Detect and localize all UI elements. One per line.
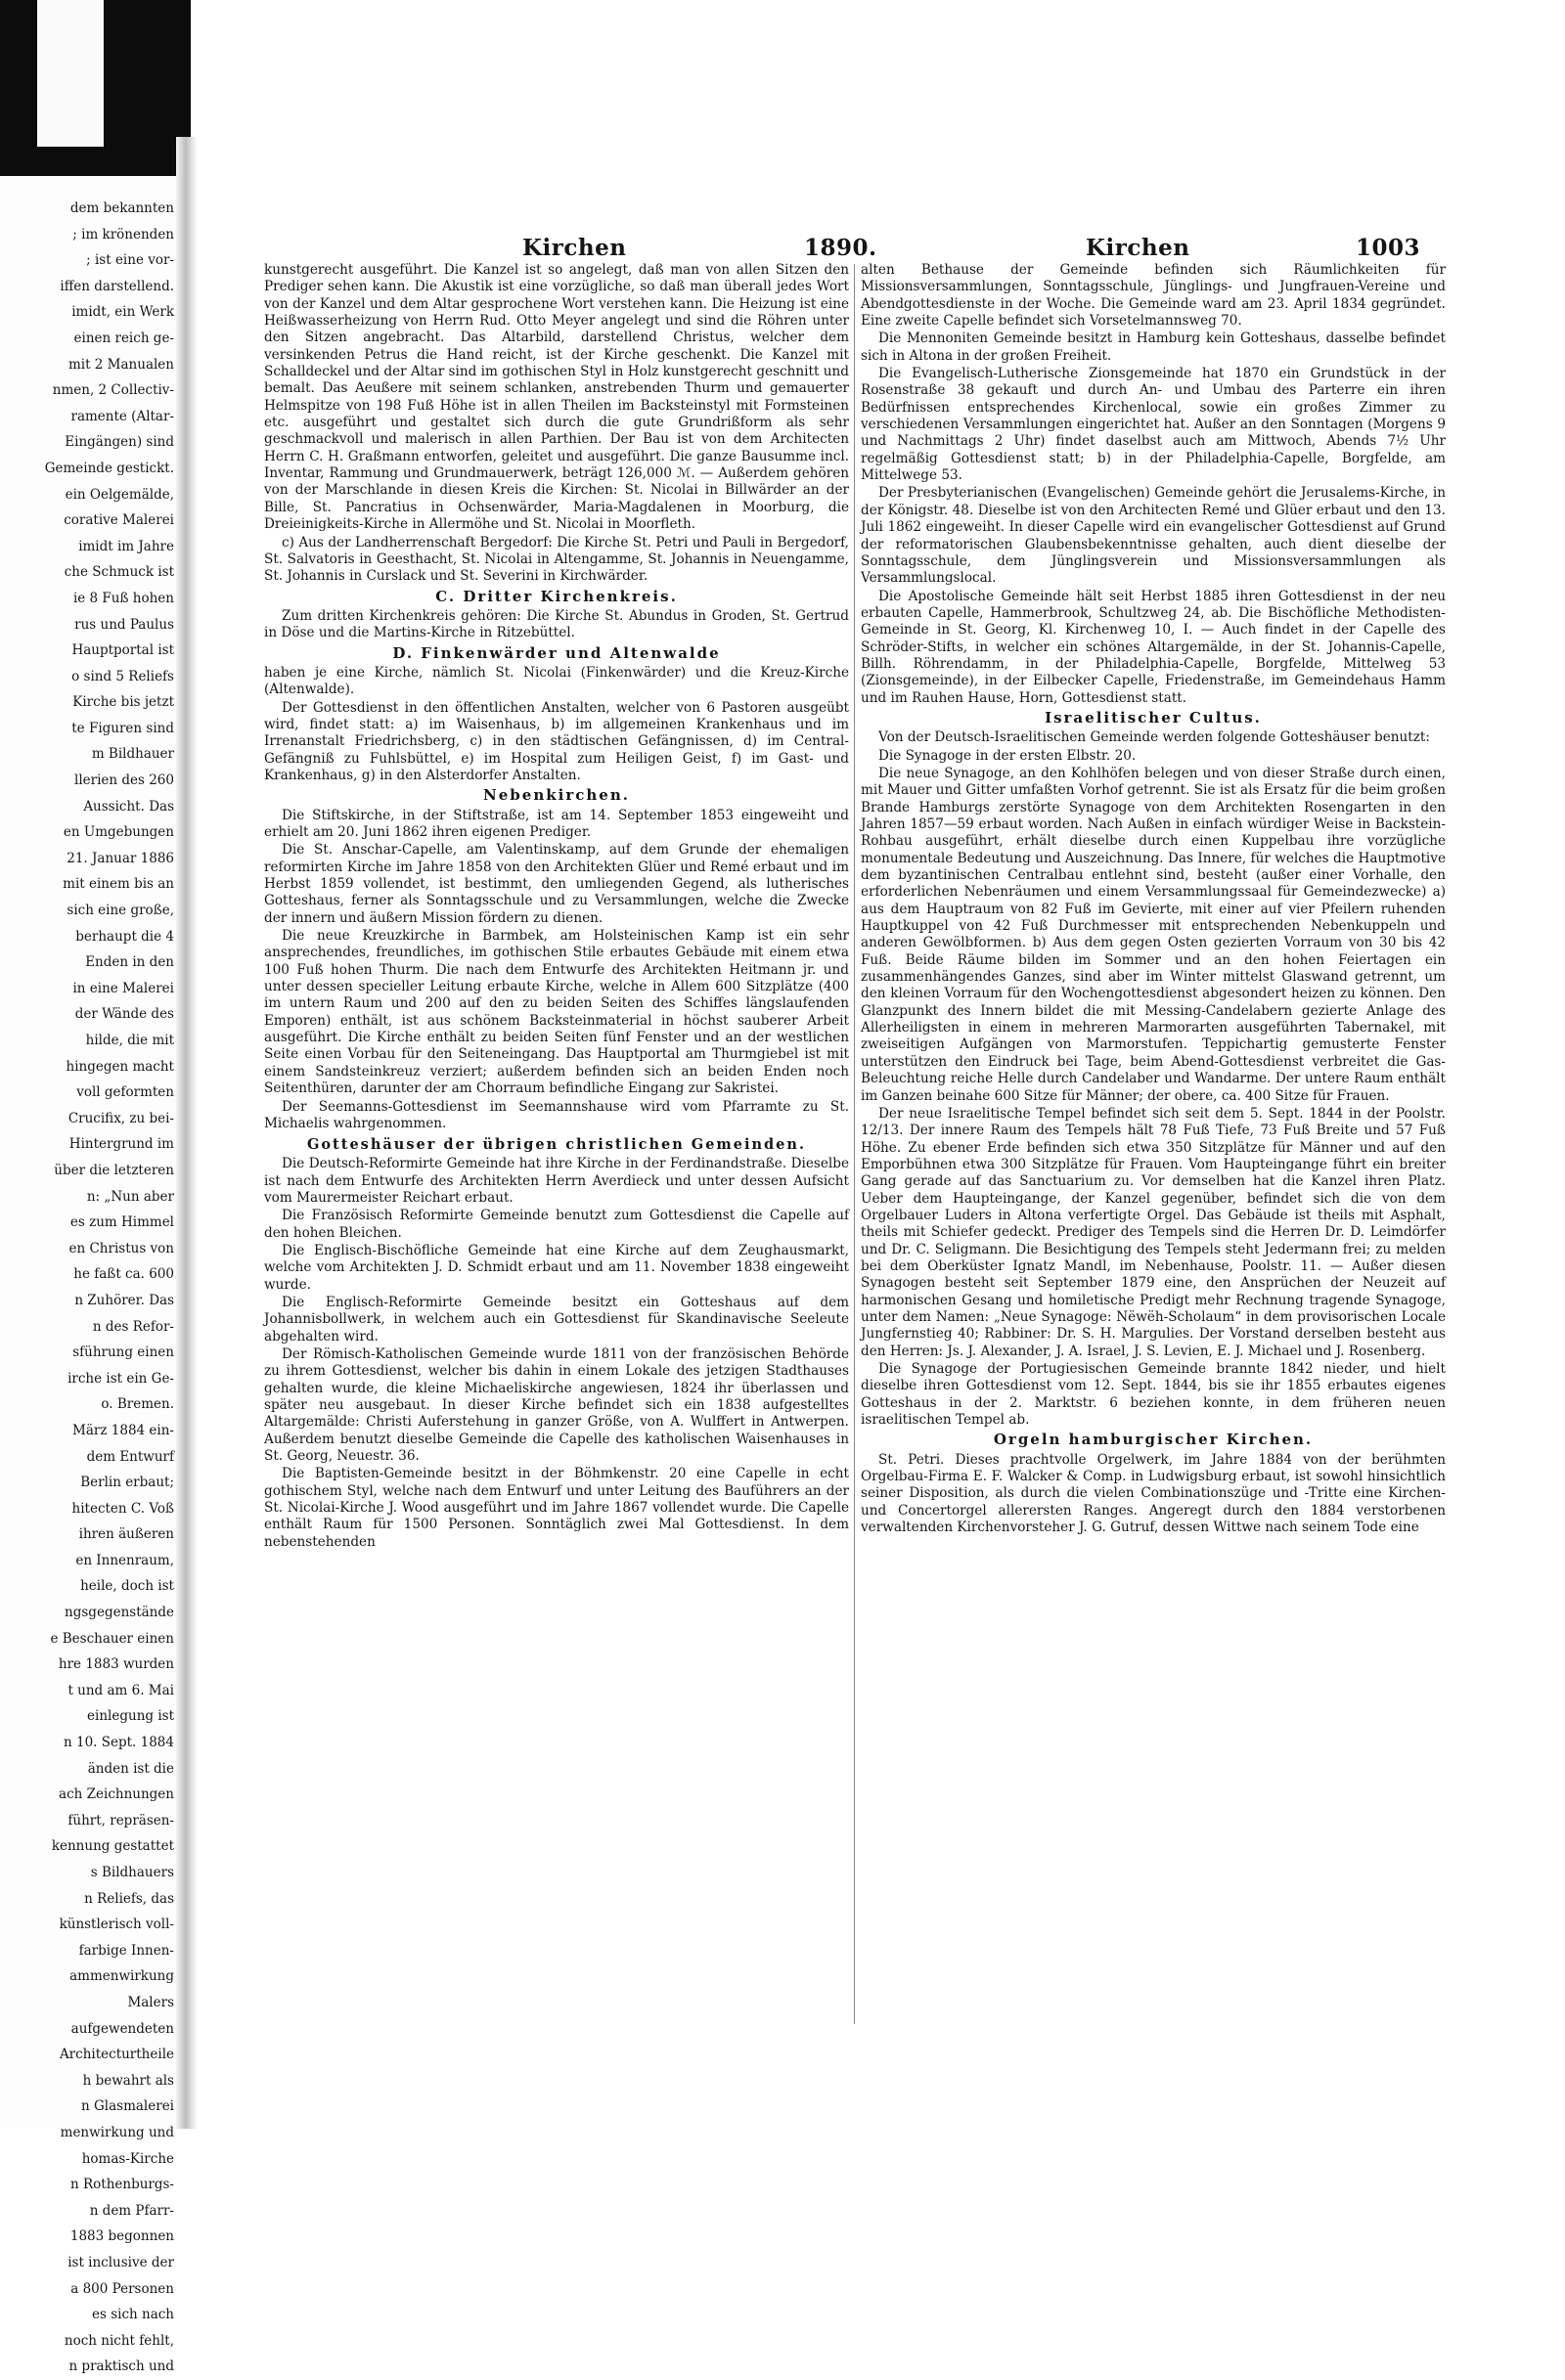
left-paragraph-5: Der Gottesdienst in den öffentlichen Anstalten, welcher von 6 Pastoren ausgeübt wird, findet statt: a) im Waisenhaus, b) im allgemeinen Krankenhaus und im Irrenanstalt Friedrichsberg, c) in den städtischen Gefängnissen, d) im Central-Gefängniß zu Fuhlsbüttel, e) im Hospital zum Heiligen Geist, f) im Gast- und Krankenhaus, g) in den Alsterdorfer Anstalten. [264, 699, 849, 783]
previous-page-line: rus und Paulus [74, 616, 174, 633]
previous-page-line: m Bildhauer [91, 746, 174, 763]
previous-page-line: o sind 5 Reliefs [71, 668, 174, 684]
left-paragraph-14: Der Römisch-Katholischen Gemeinde wurde 1811 von der französischen Behörde zu ihrem Gottesdienst, welcher bis dahin in einem Lokale des jetzigen Stadthauses gehalten wurde, die kleine Michaeliskirche angewiesen, 1824 ihr überlassen und später neu ausgebaut. In dieser Kirche befindet sich ein 1838 aufgestelltes Altargemälde: Christi Auferstehung in ganzer Größe, von A. Wulffert in Antwerpen. Außerdem benutzt dieselbe Gemeinde die Capelle des katholischen Waisenhauses in St. Georg, Neuestr. 36. [264, 1345, 849, 1465]
right-paragraph-5: Die Apostolische Gemeinde hält seit Herbst 1885 ihren Gottesdienst in der neu erbauten Capelle, Hammerbrook, Schultzweg 24, ab. Die Bischöfliche Methodisten-Gemeinde in St. Georg, Kl. Kirchenweg 10, I. — Auch findet in der Capelle des Schröder-Stifts, in welcher ein schönes Altargemälde, in der St. Johannis-Capelle, Billh. Röhrendamm, in der Philadelphia-Capelle, Borgfelde, Mittelweg 53 (Zionsgemeinde), in der Eilbecker Capelle, Friedenstraße, im Gemeindehaus Hamm und im Rauhen Hause, Horn, Gottesdienst statt. [861, 588, 1446, 706]
previous-page-line: n des Refor- [92, 1318, 174, 1335]
previous-page-line: e Beschauer einen [50, 1630, 174, 1647]
column-rule [854, 264, 855, 2024]
previous-page-line: Berlin erbaut; [80, 1475, 174, 1491]
section-heading-nebenkirchen: Nebenkirchen. [483, 786, 630, 805]
previous-page-line: der Wände des [74, 1006, 174, 1023]
previous-page-line: kennung gestattet [51, 1838, 174, 1855]
left-paragraph-2: c) Aus der Landherrenschaft Bergedorf: Die Kirche St. Petri und Pauli in Bergedorf, St. Salvatoris in Geesthacht, St. Nicolai in Altengamme, St. Johannis in Neuengamme, St. Johannis in Curslack und St. Severini in Kirchwärder. [264, 534, 849, 585]
previous-page-line: hilde, die mit [85, 1033, 174, 1048]
previous-page-line: farbige Innen- [78, 1942, 174, 1959]
previous-page-line: einen reich ge- [73, 330, 174, 346]
previous-page-line: n Reliefs, das [84, 1890, 174, 1907]
previous-page-fragment [0, 176, 178, 2375]
page-edge-tab [37, 0, 104, 147]
left-paragraph-1: kunstgerecht ausgeführt. Die Kanzel ist so angelegt, daß man von allen Sitzen den Prediger sehen kann. Die Akustik ist eine vorzügliche, so daß man überall jedes Wort von der Kanzel und dem Altar gesprochene Wort verstehen kann. Die Heizung ist eine Heißwasserheizung von Herrn Rud. Otto Meyer angelegt und sind die Röhren unter den Sitzen angebracht. Das Altarbild, darstellend Christus, welcher dem versinkenden Petrus die Hand reicht, ist der Kirche geschenkt. Die Kanzel mit Schalldeckel und der Altar sind im gothischen Styl in Holz kunstgerecht geschnitt und bemalt. Das Aeußere mit seinem schlanken, anstrebenden Thurm und gemauerter Helmspitze von 198 Fuß Höhe ist in allen Theilen im Backsteinstyl mit Formsteinen etc. ausgeführt und gestaltet sich durch die gute Grundrißform als sehr geschmackvoll und malerisch in allen Parthien. Der Bau ist von dem Architecten Herrn C. H. Graßmann entworfen, geleitet und ausgeführt. Die ganze Bausumme incl. Inventar, Rammung und Grundmauerwerk, beträgt 126,000 ℳ. — Außerdem gehören von der Marschlande in diesen Kreis die Kirchen: St. Nicolai in Billwärder an der Bille, St. Pancratius in Ochsenwärder, Maria-Magdalenen in Moorburg, die Dreieinigkeits-Kirche in Allermöhe und St. Nicolai in Moorfleth. [264, 262, 849, 533]
previous-page-line: menwirkung und [60, 2124, 174, 2140]
section-heading-d: D. Finkenwärder und Altenwalde [392, 643, 721, 662]
previous-page-line: berhaupt die 4 [75, 928, 174, 945]
left-paragraph-11: Die Französisch Reformirte Gemeinde benutzt zum Gottesdienst die Capelle auf den hohen Bleichen. [264, 1208, 849, 1241]
left-paragraph-7: Die St. Anschar-Capelle, am Valentinskamp, auf dem Grunde der ehemaligen reformirten Kirche im Jahre 1858 von den Architekten Glüer und Remé erbaut und im Herbst 1859 vollendet, ist bestimmt, den umliegenden Gegend, als lutherisches Gotteshaus, ferner als Sonntagsschule und zu Versammlungen, welche die Zwecke der innern und äußern Mission fördern zu dienen. [264, 842, 849, 926]
right-paragraph-8: Die neue Synagoge, an den Kohlhöfen belegen und von dieser Straße durch einen, mit Mauer und Gitter umfaßten Vorhof getrennt. Sie ist als Ersatz für die beim großen Brande Hamburgs zerstörte Synagoge von dem Architekten Rosengarten in den Jahren 1857—59 erbaut worden. Nach Außen in einfach würdiger Weise in Backstein-Rohbau ausgeführt, erhält dieselbe durch einen Kuppelbau ihre vorzügliche monumentale Bedeutung und Auszeichnung. Das Innere, für welches die Hauptmotive dem byzantinischen Centralbau entlehnt sind, besteht (außer einer Vorhalle, den erforderlichen Nebenräumen und einem Versammlungssaal für Gemeindezwecke) a) aus dem Hauptraum von 82 Fuß im Gevierte, mit einer auf vier Pfeilern ruhenden Hauptkuppel von 42 Fuß Durchmesser mit entsprechenden Nebenkuppeln und anderen Gewölbformen. b) Aus dem gegen Osten gezierten Vorraum von 30 bis 42 Fuß. Beide Räume bilden im Sommer und an den hohen Feiertagen ein zusammenhängendes Ganzes, sind aber im Winter mittelst Glaswand getrennt, um den kleinen Vorraum für den Wochengottesdienst abgesondert heizen zu können. Den Glanzpunkt des Innern bildet die mit Messing-Candelabern gezierte Anlage des Allerheiligsten in einem in mehreren Marmorarten ausgeführten Tabernakel, mit zweiseitigen Aufgängen von Marmorstufen. Teppichartig gemusterte Fenster unterstützen den Eindruck bei Tage, beim Abend-Gottesdienst verbreitet die Gas-Beleuchtung reiche Helle durch Candelaber und Wandarme. Der untere Raum enthält im Ganzen beinahe 600 Sitze für Männer; der obere, ca. 400 Sitze für Frauen. [861, 765, 1446, 1104]
previous-page-line: ihren äußeren [78, 1526, 174, 1543]
previous-page-line: llerien des 260 [74, 772, 174, 789]
previous-page-line: 1883 begonnen [69, 2228, 174, 2245]
previous-page-line: hre 1883 wurden [58, 1656, 174, 1673]
previous-page-line: dem Entwurf [86, 1448, 174, 1465]
previous-page-line: mit 2 Manualen [67, 356, 174, 373]
left-paragraph-10: Die Deutsch-Reformirte Gemeinde hat ihre Kirche in der Ferdinandstraße. Dieselbe ist nach dem Entwurfe des Architekten Herrn Averdieck und unter dessen Aufsicht vom Maurermeister Reichart erbaut. [264, 1156, 849, 1206]
left-paragraph-15: Die Baptisten-Gemeinde besitzt in der Böhmkenstr. 20 eine Capelle in echt gothischem Styl, welche nach dem Entwurf und unter Leitung des Bauführers an der St. Nicolai-Kirche J. Wood ausgeführt und im Jahre 1867 vollendet wurde. Die Capelle enthält Raum für 1500 Personen. Sonntäglich zwei Mal Gottesdienst. In dem nebenstehenden [264, 1466, 849, 1550]
section-heading-orgeln: Orgeln hamburgischer Kirchen. [993, 1431, 1314, 1449]
right-column [861, 262, 1446, 1537]
previous-page-line: ein Oelgemälde, [65, 486, 174, 503]
previous-page-line: en Umgebungen [63, 824, 174, 841]
left-paragraph-9: Der Seemanns-Gottesdienst im Seemannshause wird vom Pfarramte zu St. Michaelis wahrgenommen. [264, 1098, 849, 1131]
left-paragraph-6: Die Stiftskirche, in der Stiftstraße, ist am 14. September 1853 eingeweiht und erhielt am 20. Juni 1862 ihren eigenen Prediger. [264, 807, 849, 840]
left-paragraph-3: Zum dritten Kirchenkreis gehören: Die Kirche St. Abundus in Groden, St. Gertrud in Döse und die Martins-Kirche in Ritzebüttel. [264, 607, 849, 641]
previous-page-line: aufgewendeten [70, 2020, 174, 2037]
previous-page-line: ammenwirkung [69, 1968, 174, 1985]
previous-page-line: Hintergrund im [68, 1136, 174, 1153]
right-paragraph-9: Der neue Israelitische Tempel befindet sich seit dem 5. Sept. 1844 in der Poolstr. 12/13. Der innere Raum des Tempels hält 78 Fuß Tiefe, 73 Fuß Breite und 57 Fuß Höhe. Zu ebener Erde befinden sich etwa 350 Sitzplätze für Männer und auf den Emporbühnen etwa 300 Sitzplätze für Frauen. Vom Haupteingange führt ein breiter Gang gerade auf das Sanctuarium zu. Vor demselben hat die Kanzel ihren Platz. Ueber dem Haupteingange, der Kanzel gegenüber, befindet sich die von dem Orgelbauer Luders in Altona verfertigte Orgel. Das Gebäude ist theils mit Asphalt, theils mit Schiefer gedeckt. Prediger des Tempels sind die Herren Dr. D. Leimdörfer und Dr. C. Seligmann. Die Besichtigung des Tempels steht Jedermann frei; zu melden bei dem Oberküster Ignatz Mandl, im Nebenhause, Poolstr. 11. — Außer diesen Synagogen besteht seit September 1879 eine, den Ansprüchen der Neuzeit auf harmonischen Gesang und homiletische Predigt mehr Rechnung tragende Synagoge, unter dem Namen: „Neue Synagoge: Nëwëh-Scholaum“ in dem provisorischen Locale Jungfernstieg 40; Rabbiner: Dr. S. H. Margulies. Der Vorstand derselben besteht aus den Herren: Js. J. Alexander, J. A. Israel, J. S. Levien, E. J. Michael und J. Rosenberg. [861, 1105, 1446, 1359]
previous-page-line: che Schmuck ist [64, 564, 174, 581]
previous-page-line: Crucifix, zu bei- [67, 1110, 174, 1126]
left-paragraph-4: haben je eine Kirche, nämlich St. Nicolai (Finkenwärder) und die Kreuz-Kirche (Altenwalde). [264, 664, 849, 698]
previous-page-line: a 800 Personen [70, 2280, 174, 2297]
right-paragraph-1: alten Bethause der Gemeinde befinden sich Räumlichkeiten für Missionsversammlungen, Sonntagsschule, Jünglings- und Jungfrauen-Vereine und Abendgottesdienste in der Woche. Die Gemeinde ward am 23. April 1834 gegründet. Eine zweite Capelle befindet sich Vorsetelmannsweg 70. [861, 262, 1446, 330]
left-paragraph-12: Die Englisch-Bischöfliche Gemeinde hat eine Kirche auf dem Zeughausmarkt, welche vom Architekten J. D. Schmidt erbaut und am 11. November 1838 eingeweiht wurde. [264, 1242, 849, 1293]
running-head-right: Kirchen [1086, 235, 1190, 261]
previous-page-line: es sich nach [92, 2307, 174, 2323]
previous-page-line: voll geformten [76, 1084, 174, 1101]
previous-page-line: imidt im Jahre [78, 538, 174, 554]
previous-page-line: ist inclusive der [67, 2254, 174, 2270]
previous-page-line: ach Zeichnungen [59, 1786, 174, 1803]
previous-page-line: es zum Himmel [69, 1214, 174, 1231]
running-head-year: 1890. [804, 235, 877, 261]
right-paragraph-2: Die Mennoniten Gemeinde besitzt in Hamburg kein Gotteshaus, dasselbe befindet sich in Altona in der großen Freiheit. [861, 331, 1446, 364]
previous-page-line: h bewahrt als [82, 2072, 174, 2089]
page-1003 [200, 147, 1565, 2129]
previous-page-line: corative Malerei [64, 512, 174, 529]
running-head-left: Kirchen [522, 235, 627, 261]
previous-page-line: führt, repräsen- [67, 1812, 174, 1829]
previous-page-line: ramente (Altar- [70, 408, 174, 424]
previous-page-line: Malers [127, 1994, 174, 2010]
previous-page-line: nmen, 2 Collectiv- [52, 382, 174, 399]
previous-page-line: Aussicht. Das [83, 798, 174, 815]
previous-page-line: iffen darstellend. [60, 278, 174, 294]
previous-page-line: he faßt ca. 600 [73, 1266, 174, 1283]
previous-page-line: Kirche bis jetzt [72, 694, 174, 711]
previous-page-line: te Figuren sind [71, 720, 174, 736]
right-paragraph-4: Der Presbyterianischen (Evangelischen) Gemeinde gehört die Jerusalems-Kirche, in der Königstr. 48. Dieselbe ist von den Architecten Remé und Glüer erbaut und den 13. Juli 1862 eingeweiht. In dieser Capelle wird ein evangelischer Gottesdienst auf Grund der reformatorischen Glaubensbekenntnisse gehalten, auch dient dieselbe der Sonntagsschule, dem Jünglingsverein und Missionsversammlungen als Versammlungslocal. [861, 485, 1446, 587]
previous-page-line: hitecten C. Voß [71, 1500, 174, 1517]
left-column [264, 262, 849, 1552]
previous-page-line: Hauptportal ist [71, 642, 174, 659]
previous-page-line: t und am 6. Mai [67, 1682, 174, 1698]
previous-page-line: Enden in den [85, 954, 174, 971]
page-number: 1003 [1356, 235, 1421, 261]
previous-page-line: ; ist eine vor- [86, 252, 174, 269]
previous-page-line: n Zuhörer. Das [74, 1292, 174, 1308]
previous-page-line: imidt, ein Werk [71, 304, 174, 321]
previous-page-lines [0, 196, 174, 2380]
previous-page-line: n Glasmalerei [81, 2098, 174, 2115]
previous-page-line: ie 8 Fuß hohen [72, 590, 174, 606]
previous-page-line: ; im krönenden [72, 226, 174, 242]
previous-page-line: en Christus von [68, 1240, 174, 1256]
previous-page-line: mit einem bis an [63, 876, 174, 893]
previous-page-line: künstlerisch voll- [59, 1917, 174, 1933]
right-paragraph-11: St. Petri. Dieses prachtvolle Orgelwerk, im Jahre 1884 von der berühmten Orgelbau-Firma E. F. Walcker & Comp. in Ludwigsburg erbaut, ist sowohl hinsichtlich seiner Disposition, als durch die vielen Combinationszüge und -Tritte eine Kirchen- und Concertorgel allerersten Ranges. Angeregt durch den 1884 verstorbenen verwaltenden Kirchenvorsteher J. G. Gutruf, dessen Wittwe nach seinem Tode eine [861, 1451, 1446, 1536]
previous-page-line: irche ist ein Ge- [67, 1370, 174, 1387]
section-heading-c: C. Dritter Kirchenkreis. [435, 587, 678, 605]
previous-page-line: n dem Pfarr- [89, 2202, 174, 2219]
previous-page-line: 21. Januar 1886 [67, 850, 174, 866]
previous-page-line: einlegung ist [87, 1708, 174, 1725]
previous-page-line: s Bildhauers [90, 1865, 174, 1880]
left-paragraph-13: Die Englisch-Reformirte Gemeinde besitzt ein Gotteshaus auf dem Johannisbollwerk, in welchem auch ein Gottesdienst für Skandinavische Seeleute abgehalten wird. [264, 1294, 849, 1344]
previous-page-line: März 1884 ein- [72, 1422, 174, 1438]
previous-page-line: dem bekannten [69, 200, 174, 216]
previous-page-line: Architecturtheile [59, 2047, 174, 2063]
previous-page-line: n Rothenburgs- [69, 2177, 174, 2193]
right-paragraph-6: Von der Deutsch-Israelitischen Gemeinde werden folgende Gotteshäuser benutzt: [878, 729, 1430, 746]
previous-page-line: sführung einen [72, 1344, 174, 1361]
previous-page-line: über die letzteren [54, 1162, 174, 1178]
previous-page-line: noch nicht fehlt, [64, 2332, 174, 2349]
book-gutter [176, 137, 198, 2129]
right-paragraph-10: Die Synagoge der Portugiesischen Gemeinde brannte 1842 nieder, und hielt dieselbe ihren Gottesdienst vom 12. Sept. 1844, bis sie ihr 1855 erbautes eigenes Gotteshaus in der 2. Marktstr. 6 beziehen konnte, in dem früheren neuen israelitischen Tempel ab. [861, 1361, 1446, 1429]
previous-page-line: in eine Malerei [72, 980, 174, 996]
previous-page-line: änden ist die [87, 1760, 174, 1777]
previous-page-line: heile, doch ist [80, 1578, 174, 1595]
previous-page-line: Gemeinde gestickt. [44, 460, 174, 476]
previous-page-line: n: „Nun aber [86, 1188, 174, 1205]
previous-page-line: homas-Kirche [81, 2150, 174, 2167]
previous-page-line: n 10. Sept. 1884 [64, 1735, 174, 1751]
previous-page-line: o. Bremen. [101, 1396, 174, 1413]
previous-page-line: ngsgegenstände [65, 1605, 174, 1621]
previous-page-line: n praktisch und [68, 2358, 174, 2375]
left-paragraph-8: Die neue Kreuzkirche in Barmbek, am Holsteinischen Kamp ist ein sehr ansprechendes, freundliches, im gothischen Stile erbautes Gebäude mit einem etwa 100 Fuß hohen Thurm. Die nach dem Entwurfe des Architekten Heitmann jr. und unter dessen specieller Leitung erbaute Kirche, welche in Allem 600 Sitzplätze (400 im untern Raum und 200 auf den zu beiden Seiten des Schiffes längslaufenden Emporen) enthält, ist aus schönem Backsteinmaterial in höchst sauberer Arbeit ausgeführt. Die Kirche enthält zu beiden Seiten fünf Fenster und an der westlichen Seite einen Vorbau für den Seiteneingang. Das Hauptportal am Thurmgiebel ist mit einem Sandsteinkreuz verziert; außerdem befinden sich an beiden Enden noch Seitenthüren, darunter der am Chorraum befindliche Eingang zur Sakristei. [264, 928, 849, 1097]
previous-page-line: en Innenraum, [75, 1552, 174, 1568]
section-heading-israelitisch: Israelitischer Cultus. [1045, 708, 1262, 727]
right-paragraph-3: Die Evangelisch-Lutherische Zionsgemeinde hat 1870 ein Grundstück in der Rosenstraße 38 gekauft und durch An- und Umbau des Parterre ein ihren Bedürfnissen entsprechendes Kirchenlocal, sowie ein großes Zimmer zu verschiedenen Versammlungen eingerichtet hat. Außer an den Sonntagen (Morgens 9 und Nachmittags 2 Uhr) findet daselbst auch am Mittwoch, Abends 7½ Uhr regelmäßig Gottesdienst statt; b) in der Philadelphia-Capelle, Borgfelde, am Mittelwege 53. [861, 366, 1446, 484]
previous-page-line: sich eine große, [67, 903, 174, 919]
previous-page-line: Eingängen) sind [65, 434, 174, 451]
right-paragraph-7: Die Synagoge in der ersten Elbstr. 20. [878, 747, 1137, 764]
previous-page-line: hingegen macht [66, 1058, 174, 1075]
section-heading-gotteshaeuser: Gotteshäuser der übrigen christlichen Gemeinden. [307, 1136, 806, 1154]
